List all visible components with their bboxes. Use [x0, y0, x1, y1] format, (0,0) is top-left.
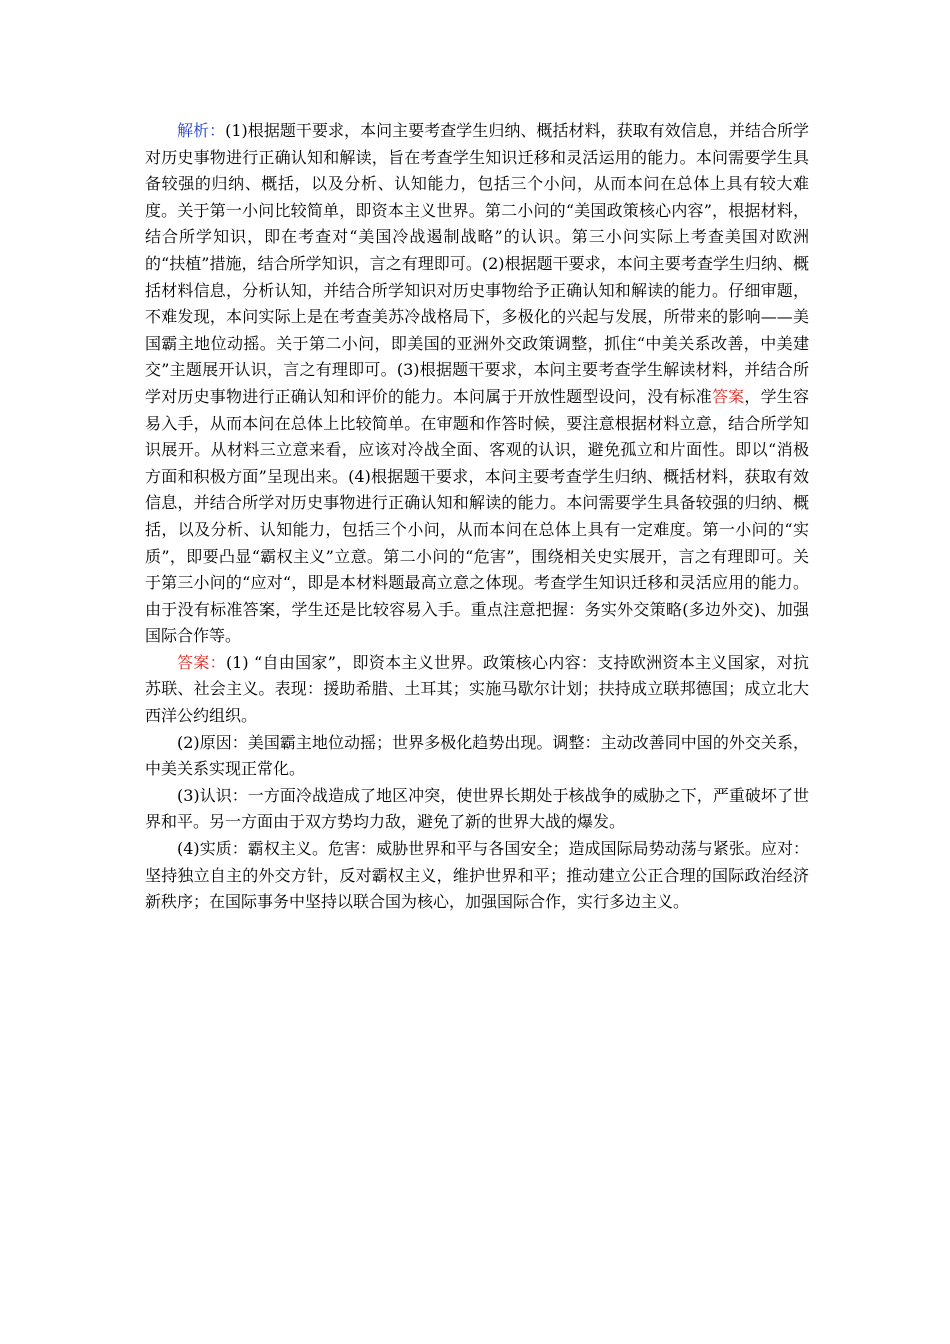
answer-item-4: (4)实质：霸权主义。危害：威胁世界和平与各国安全；造成国际局势动荡与紧张。应对：坚持独立自主的外交方针，反对霸权主义，维护世界和平；推动建立公正合理的国际政治经济新秩序；在国际事务中坚持以联合国为核心，加强国际合作，实行多边主义。	[145, 839, 809, 912]
analysis-text-part2: ，学生容易入手，从而本问在总体上比较简单。在审题和作答时候，要注意根据材料立意，结合所学知识展开。从材料三立意来看，应该对冷战全面、客观的认识，避免孤立和片面性。即以“消极方面和积极方面”呈现出来。(4)根据题干要求，本问主要考查学生归纳、概括材料，获取有效信息，并结合所学对历史事物进行正确认知和解读的能力。本问需要学生具备较强的归纳、概括，以及分析、认知能力，包括三个小问，从而本问在总体上具有一定难度。第一小问的“实质”，即要凸显“霸权主义”立意。第二小问的“危害”，围绕相关史实展开，言之有理即可。关于第三小问的“应对“，即是本材料题最高立意之体现。考查学生知识迁移和灵活应用的能力。由于没有标准答案，学生还是比较容易入手。重点注意把握：务实外交策略(多边外交)、加强国际合作等。	[145, 386, 809, 646]
analysis-highlight-word: 答案	[711, 386, 745, 406]
answer-item-3: (3)认识：一方面冷战造成了地区冲突，使世界长期处于核战争的威胁之下，严重破坏了世界和平。另一方面由于双方势均力敌，避免了新的世界大战的爆发。	[145, 785, 809, 832]
analysis-label: 解析：	[177, 121, 226, 140]
answer-item-1: (1) “自由国家”，即资本主义世界。政策核心内容：支持欧洲资本主义国家，对抗苏联、社会主义。表现：援助希腊、土耳其；实施马歇尔计划；扶持成立联邦德国；成立北大西洋公约组织。	[145, 652, 809, 726]
answer-item-2: (2)原因：美国霸主地位动摇；世界多极化趋势出现。调整：主动改善同中国的外交关系，中美关系实现正常化。	[145, 732, 809, 779]
analysis-paragraph	[145, 118, 809, 650]
answer-paragraph-1	[145, 650, 809, 730]
document-page	[145, 118, 809, 916]
answer-paragraph-4	[145, 836, 809, 916]
answer-paragraph-2	[145, 730, 809, 783]
answer-paragraph-3	[145, 783, 809, 836]
answer-label: 答案：	[177, 652, 226, 672]
analysis-text-part1: (1)根据题干要求，本问主要考查学生归纳、概括材料，获取有效信息，并结合所学对历史事物进行正确认知和解读，旨在考查学生知识迁移和灵活运用的能力。本问需要学生具备较强的归纳、概括，以及分析、认知能力，包括三个小问，从而本问在总体上具有较大难度。关于第一小问比较简单，即资本主义世界。第二小问的“美国政策核心内容”，根据材料，结合所学知识，即在考查对“美国冷战遏制战略”的认识。第三小问实际上考查美国对欧洲的“扶植”措施，结合所学知识，言之有理即可。(2)根据题干要求，本问主要考查学生归纳、概括材料信息，分析认知，并结合所学知识对历史事物给予正确认知和解读的能力。仔细审题，不难发现，本问实际上是在考查美苏冷战格局下，多极化的兴起与发展，所带来的影响——美国霸主地位动摇。关于第二小问，即美国的亚洲外交政策调整，抓住“中美关系改善，中美建交”主题展开认识，言之有理即可。(3)根据题干要求，本问主要考查学生解读材料，并结合所学对历史事物进行正确认知和评价的能力。本问属于开放性题型设问，没有标准	[145, 121, 809, 406]
